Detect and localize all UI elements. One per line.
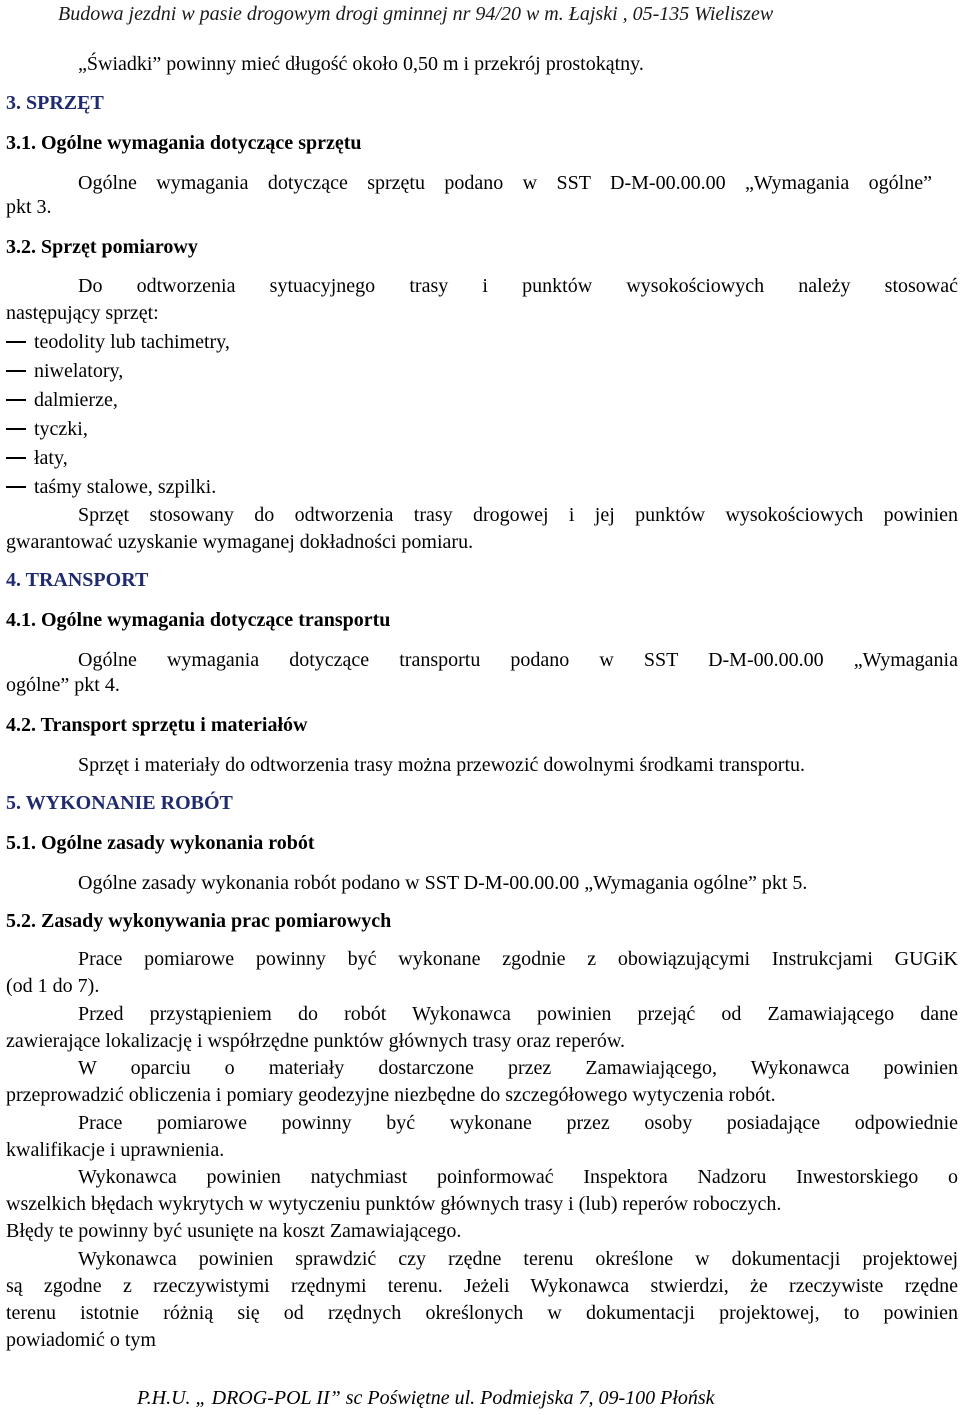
paragraph-line: Wykonawca powinien natychmiast poinformować Inspektora Nadzoru Inwestorskiego o <box>78 1166 958 1188</box>
paragraph-line: Ogólne wymagania dotyczące transportu podano w SST D-M-00.00.00 „Wymagania <box>78 649 958 671</box>
paragraph-line: (od 1 do 7). <box>6 975 100 997</box>
section-heading: 4. TRANSPORT <box>6 569 149 591</box>
paragraph-line: powiadomić o tym <box>6 1329 156 1351</box>
list-item: tyczki, <box>34 418 88 440</box>
paragraph-line: Ogólne zasady wykonania robót podano w SST D-M-00.00.00 „Wymagania ogólne” pkt 5. <box>78 872 808 894</box>
paragraph-line: Prace pomiarowe powinny być wykonane zgodnie z obowiązującymi Instrukcjami GUGiK <box>78 948 958 970</box>
paragraph-line: Błędy te powinny być usunięte na koszt Zamawiającego. <box>6 1220 462 1242</box>
paragraph-line: „Świadki” powinny mieć długość około 0,50 m i przekrój prostokątny. <box>78 53 644 75</box>
subsection-heading: 3.1. Ogólne wymagania dotyczące sprzętu <box>6 132 362 154</box>
paragraph-line: gwarantować uzyskanie wymaganej dokładności pomiaru. <box>6 531 474 553</box>
list-dash <box>6 457 26 459</box>
paragraph-line: Sprzęt i materiały do odtworzenia trasy można przewozić dowolnymi środkami transportu. <box>78 754 806 776</box>
list-dash <box>6 341 26 343</box>
paragraph-line: Przed przystąpieniem do robót Wykonawca powinien przejąć od Zamawiającego dane <box>78 1003 958 1025</box>
paragraph-line: przeprowadzić obliczenia i pomiary geodezyjne niezbędne do szczegółowego wytyczenia robót. <box>6 1084 776 1106</box>
paragraph-line: Ogólne wymagania dotyczące sprzętu podano w SST D-M-00.00.00 „Wymagania ogólne” <box>78 172 932 194</box>
paragraph-line: W oparciu o materiały dostarczone przez Zamawiającego, Wykonawca powinien <box>78 1057 958 1079</box>
subsection-heading: 4.1. Ogólne wymagania dotyczące transportu <box>6 609 391 631</box>
list-item: dalmierze, <box>34 389 118 411</box>
paragraph-line: wszelkich błędach wykrytych w wytyczeniu punktów głównych trasy i (lub) reperów roboczych. <box>6 1193 782 1215</box>
page-footer: P.H.U. „ DROG-POL II” sc Poświętne ul. Podmiejska 7, 09-100 Płońsk <box>137 1387 715 1409</box>
list-item: niwelatory, <box>34 360 124 382</box>
paragraph-line: kwalifikacje i uprawnienia. <box>6 1139 225 1161</box>
subsection-heading: 3.2. Sprzęt pomiarowy <box>6 236 198 258</box>
list-dash <box>6 399 26 401</box>
paragraph-line: Prace pomiarowe powinny być wykonane przez osoby posiadające odpowiednie <box>78 1112 958 1134</box>
paragraph-line: Wykonawca powinien sprawdzić czy rzędne terenu określone w dokumentacji projektowej <box>78 1248 958 1270</box>
list-dash <box>6 370 26 372</box>
list-dash <box>6 428 26 430</box>
paragraph-line: są zgodne z rzeczywistymi rzędnymi terenu. Jeżeli Wykonawca stwierdzi, że rzeczywiste rzędne <box>6 1275 958 1297</box>
paragraph-line: Do odtworzenia sytuacyjnego trasy i punktów wysokościowych należy stosować <box>78 275 958 297</box>
subsection-heading: 5.2. Zasady wykonywania prac pomiarowych <box>6 910 392 932</box>
paragraph-line: następujący sprzęt: <box>6 302 159 324</box>
list-item: teodolity lub tachimetry, <box>34 331 230 353</box>
list-item: taśmy stalowe, szpilki. <box>34 476 217 498</box>
paragraph-line: pkt 3. <box>6 196 52 218</box>
section-heading: 5. WYKONANIE ROBÓT <box>6 792 233 814</box>
subsection-heading: 4.2. Transport sprzętu i materiałów <box>6 714 308 736</box>
paragraph-line: terenu istotnie różnią się od rzędnych określonych w dokumentacji projektowej, to powinien <box>6 1302 958 1324</box>
list-dash <box>6 486 26 488</box>
paragraph-line: zawierające lokalizację i współrzędne punktów głównych trasy oraz reperów. <box>6 1030 625 1052</box>
paragraph-line: ogólne” pkt 4. <box>6 674 120 696</box>
page-header: Budowa jezdni w pasie drogowym drogi gminnej nr 94/20 w m. Łajski , 05-135 Wieliszew <box>58 3 774 25</box>
list-item: łaty, <box>34 447 68 469</box>
section-heading: 3. SPRZĘT <box>6 92 104 114</box>
paragraph-line: Sprzęt stosowany do odtworzenia trasy drogowej i jej punktów wysokościowych powinien <box>78 504 958 526</box>
subsection-heading: 5.1. Ogólne zasady wykonania robót <box>6 832 315 854</box>
